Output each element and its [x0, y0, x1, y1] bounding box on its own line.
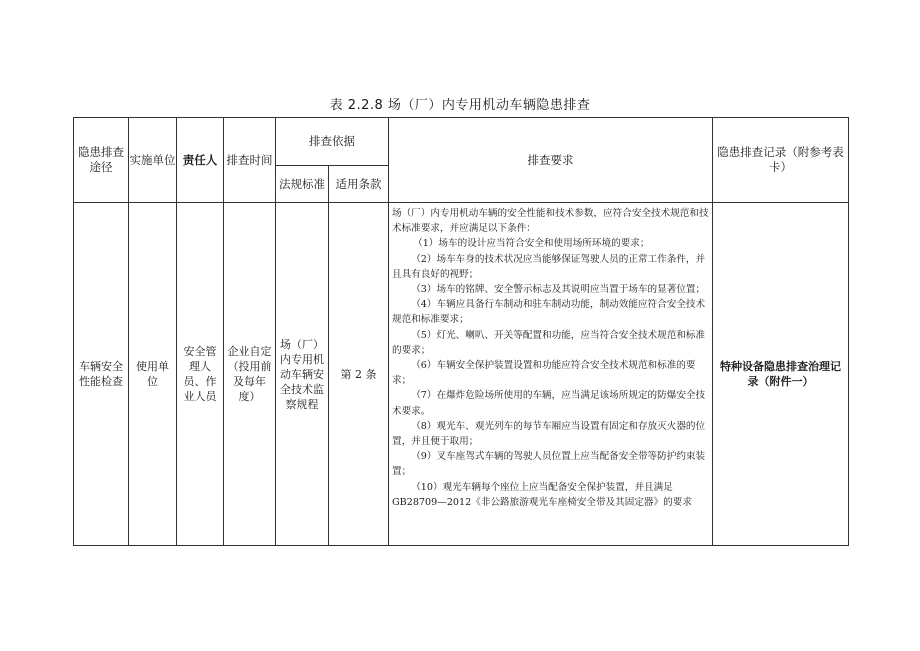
cell-record: 特种设备隐患排查治理记录（附件一） [713, 203, 849, 546]
hazard-inspection-table [73, 117, 849, 546]
header-person: 责任人 [177, 118, 224, 203]
header-unit: 实施单位 [129, 118, 177, 203]
table-title: 表 2.2.8 场（厂）内专用机动车辆隐患排查 [329, 98, 591, 113]
requirement-item: （5）灯光、喇叭、开关等配置和功能，应当符合安全技术规范和标准的要求； [392, 329, 706, 356]
header-requirement: 排查要求 [389, 118, 713, 203]
header-path: 隐患排查途径 [74, 118, 129, 203]
header-clause: 适用条款 [329, 166, 389, 203]
cell-unit: 使用单位 [129, 203, 177, 546]
requirement-intro: 场（厂）内专用机动车辆的安全性能和技术参数，应符合安全技术规范和技术标准要求，并应满足以下条件： [392, 208, 709, 235]
header-record: 隐患排查记录（附参考表卡） [713, 118, 849, 203]
requirement-item: （7）在爆炸危险场所使用的车辆，应当满足该场所规定的防爆安全技术要求。 [392, 390, 706, 417]
requirement-item: （3）场车的铭牌、安全警示标志及其说明应当置于场车的显著位置； [411, 284, 706, 296]
cell-clause: 第 2 条 [329, 203, 389, 546]
header-standard: 法规标准 [276, 166, 329, 203]
requirement-item: （1）场车的设计应当符合安全和使用场所环境的要求； [413, 238, 650, 250]
cell-time: 企业自定（投用前及每年度） [224, 203, 276, 546]
requirement-item: （8）观光车、观光列车的每节车厢应当设置有固定和存放灭火器的位置，并且便于取用； [392, 420, 706, 448]
header-basis: 排查依据 [276, 118, 389, 166]
cell-person: 安全管理人员、作业人员 [177, 203, 224, 546]
cell-standard: 场（厂）内专用机动车辆安全技术监察规程 [276, 203, 329, 546]
cell-path: 车辆安全性能检查 [74, 203, 129, 546]
requirement-item: （4）车辆应具备行车制动和驻车制动功能，制动效能应符合安全技术规范和标准要求； [392, 299, 706, 326]
requirement-item: （2）场车车身的技术状况应当能够保证驾驶人员的正常工作条件，并且具有良好的视野； [392, 253, 706, 280]
requirement-item: （6）车辆安全保护装置设置和功能应符合安全技术规范和标准的要求； [392, 360, 696, 387]
header-time: 排查时间 [224, 118, 276, 203]
requirement-item: （9）叉车座驾式车辆的驾驶人员位置上应当配备安全带等防护约束装置； [392, 451, 706, 478]
requirement-item: （10）观光车辆每个座位上应当配备安全保护装置，并且满足GB28709—2012《非公路旅游观光车座椅安全带及其固定器》的要求 [392, 481, 692, 508]
cell-requirements [389, 203, 713, 546]
